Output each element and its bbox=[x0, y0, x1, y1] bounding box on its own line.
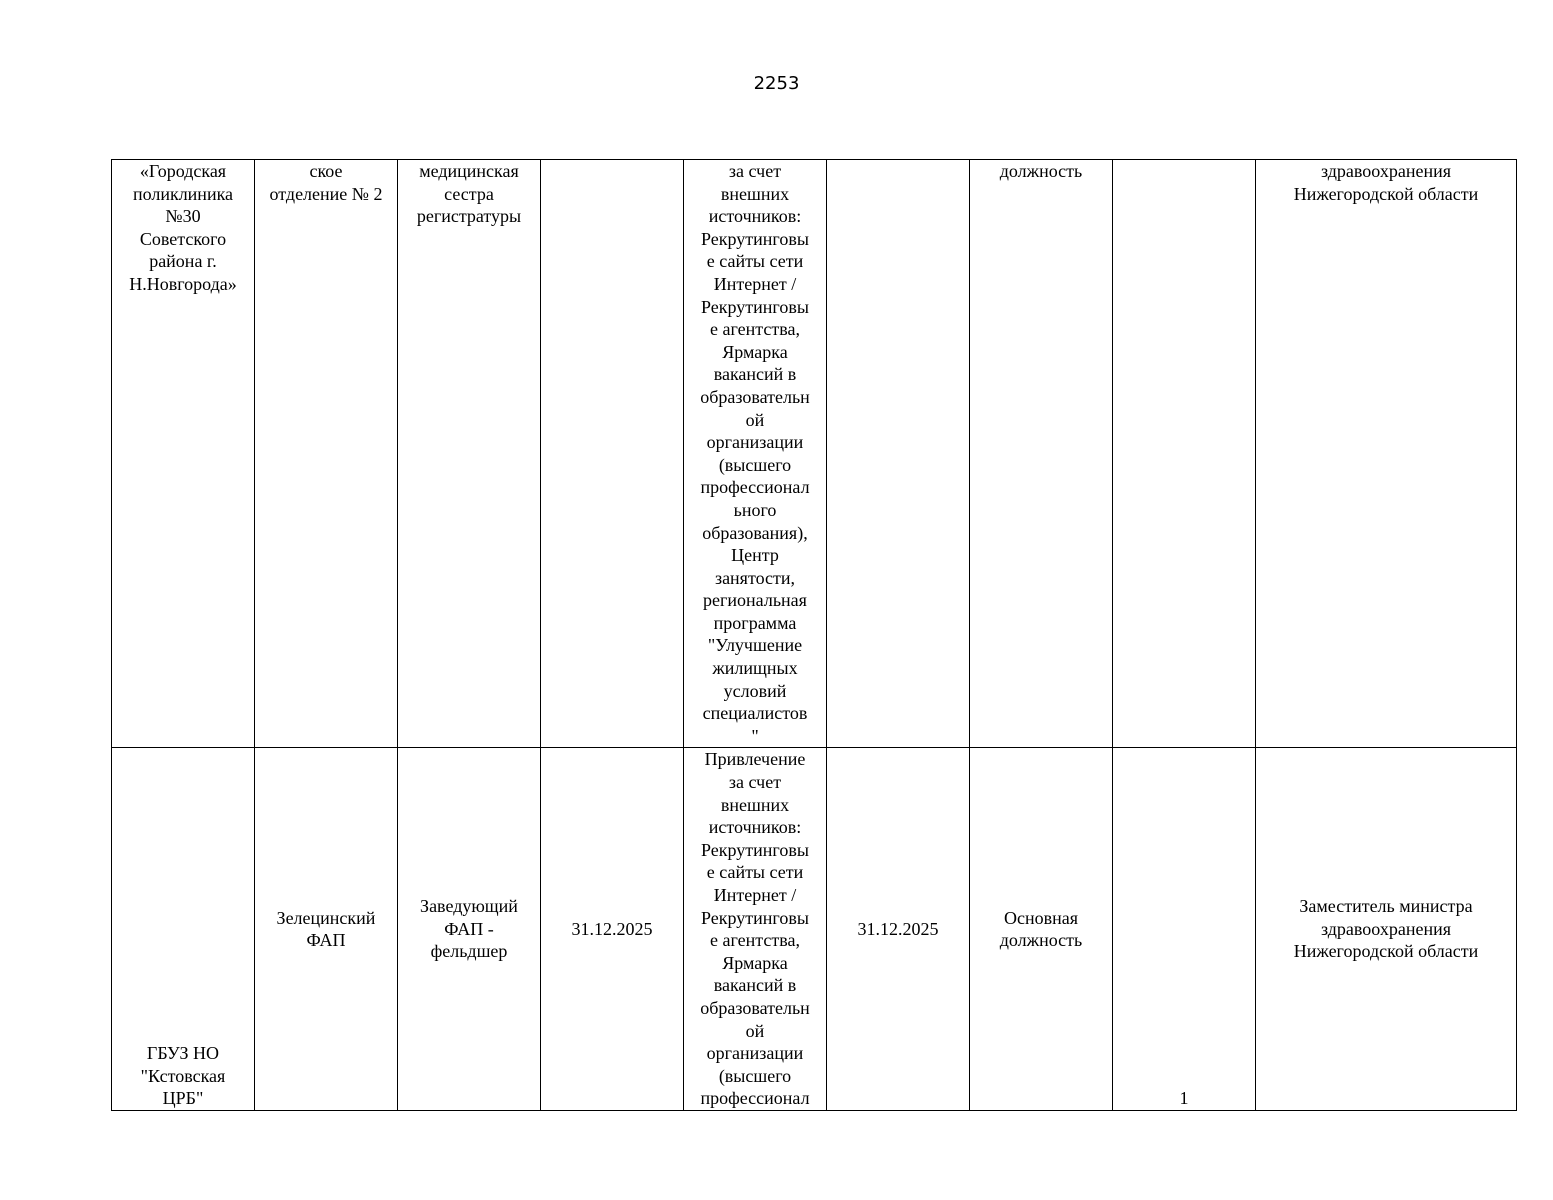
page-number: 2253 bbox=[753, 73, 800, 94]
cell-position: Заведующий ФАП - фельдшер bbox=[398, 748, 541, 1111]
vacancy-table bbox=[111, 159, 1517, 1111]
table-row bbox=[112, 748, 1517, 1111]
cell-responsible: Заместитель министра здравоохранения Нижегородской области bbox=[1256, 748, 1517, 1111]
cell-count bbox=[1113, 160, 1256, 748]
table-row bbox=[112, 160, 1517, 748]
cell-employment-type: Основная должность bbox=[970, 748, 1113, 1111]
cell-responsible: здравоохранения Нижегородской области bbox=[1256, 160, 1517, 748]
cell-employment-type: должность bbox=[970, 160, 1113, 748]
cell-date bbox=[541, 160, 684, 748]
cell-department: ское отделение № 2 bbox=[255, 160, 398, 748]
cell-date: 31.12.2025 bbox=[541, 748, 684, 1111]
cell-deadline: 31.12.2025 bbox=[827, 748, 970, 1111]
cell-deadline bbox=[827, 160, 970, 748]
cell-department: Зелецинский ФАП bbox=[255, 748, 398, 1111]
cell-sources: Привлечение за счет внешних источников: Рекрутинговы е сайты сети Интернет / Рекрутинговы е агентства, Ярмарка вакансий в образовательн ой организации (высшего профессионал bbox=[684, 748, 827, 1111]
cell-organization: «Городская поликлиника №30 Советского района г. Н.Новгорода» bbox=[112, 160, 255, 748]
cell-organization: ГБУЗ НО "Кстовская ЦРБ" bbox=[112, 748, 255, 1111]
cell-position: медицинская сестра регистратуры bbox=[398, 160, 541, 748]
cell-sources: за счет внешних источников: Рекрутинговы е сайты сети Интернет / Рекрутинговы е агентства, Ярмарка вакансий в образовательн ой организации (высшего профессионал ьного образования), Центр занятости, региональная программа "Улучшение жилищных условий специалистов " bbox=[684, 160, 827, 748]
cell-count: 1 bbox=[1113, 748, 1256, 1111]
